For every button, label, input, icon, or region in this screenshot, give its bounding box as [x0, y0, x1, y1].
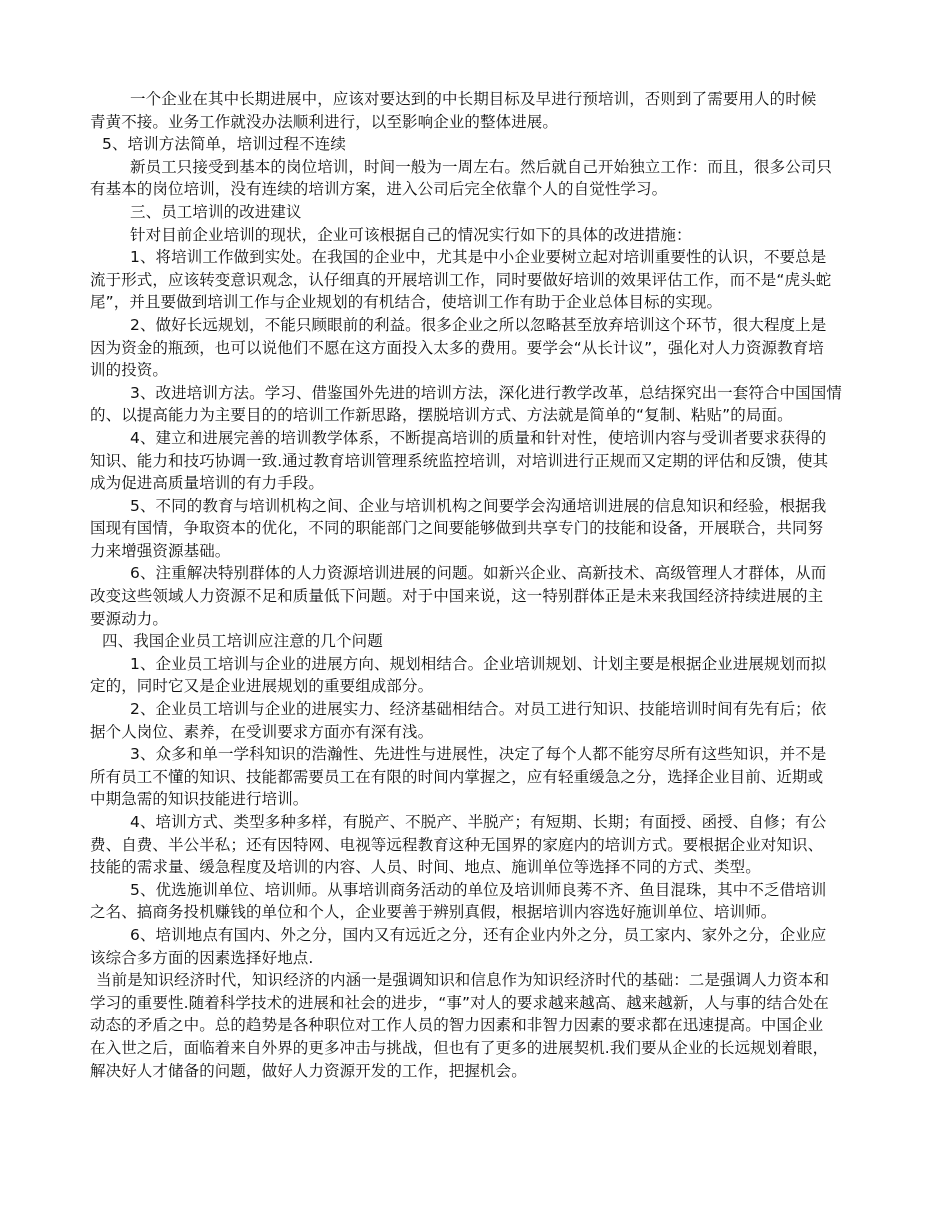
paragraph-line: 流于形式，应该转变意识观念，认仔细真的开展培训工作，同时要做好培训的效果评估工作，而不是“虎头蛇: [90, 270, 832, 289]
paragraph-line: 的、以提高能力为主要目的的培训工作新思路，摆脱培训方式、方法就是简单的“复制、粘贴”的局面。: [90, 406, 793, 425]
paragraph-line: 新员工只接受到基本的岗位培训，时间一般为一周左右。然后就自己开始独立工作：而且，很多公司只: [130, 157, 833, 176]
paragraph-line: 3、改进培训方法。学习、借鉴国外先进的培训方法，深化进行教学改革，总结探究出一套符合中国国情: [130, 383, 842, 402]
paragraph-line: 6、培训地点有国内、外之分，国内又有远近之分，还有企业内外之分，员工家内、家外之分，企业应: [130, 925, 827, 944]
section-heading: 四、我国企业员工培训应注意的几个问题: [102, 632, 383, 651]
paragraph-line: 1、企业员工培训与企业的进展方向、规划相结合。企业培训规划、计划主要是根据企业进展规划而拟: [130, 654, 827, 673]
paragraph-line: 青黄不接。业务工作就没办法顺利进行，以至影响企业的整体进展。: [90, 112, 559, 131]
section-heading: 5、培训方法简单，培训过程不连续: [102, 135, 346, 154]
paragraph-line: 解决好人才储备的问题，做好人力资源开发的工作，把握机会。: [90, 1061, 527, 1080]
paragraph-line: 改变这些领域人力资源不足和质量低下问题。对于中国来说，这一特别群体正是未来我国经济持续进展的主: [90, 587, 824, 606]
paragraph-line: 5、优选施训单位、培训师。从事培训商务活动的单位及培训师良莠不齐、鱼目混珠，其中不乏借培训: [130, 880, 827, 899]
paragraph-line: 6、注重解决特别群体的人力资源培训进展的问题。如新兴企业、高新技术、高级管理人才群体，从而: [130, 564, 827, 583]
paragraph-line: 4、培训方式、类型多种多样，有脱产、不脱产、半脱产；有短期、长期；有面授、函授、自修；有公: [130, 813, 827, 831]
paragraph-line: 一个企业在其中长期进展中，应该对要达到的中长期目标及早进行预培训，否则到了需要用人的时候: [130, 90, 817, 108]
paragraph-line: 动态的矛盾之中。总的趋势是各种职位对工作人员的智力因素和非智力因素的要求都在迅速提高。中国企业: [90, 1016, 824, 1035]
paragraph-line: 5、不同的教育与培训机构之间、企业与培训机构之间要学会沟通培训进展的信息知识和经验，根据我: [130, 496, 827, 515]
paragraph-line: 2、做好长远规划，不能只顾眼前的利益。很多企业之所以忽略甚至放弃培训这个环节，很大程度上是: [130, 315, 827, 334]
paragraph-line: 力来增强资源基础。: [90, 541, 231, 560]
paragraph-line: 定的，同时它又是企业进展规划的重要组成部分。: [90, 677, 434, 696]
paragraph-line: 该综合多方面的因素选择好地点.: [90, 948, 314, 967]
paragraph-line: 据个人岗位、素养，在受训要求方面亦有深有浅。: [90, 722, 434, 741]
paragraph-line: 学习的重要性.随着科学技术的进展和社会的进步，“事”对人的要求越来越高、越来越新，人与事的结合处在: [90, 993, 829, 1012]
section-heading: 三、员工培训的改进建议: [130, 202, 302, 221]
document-body: [90, 88, 860, 1082]
paragraph-line: 之名、搞商务投机赚钱的单位和个人，企业要善于辨别真假，根据培训内容选好施训单位、培训师。: [90, 903, 777, 922]
paragraph-line: 3、众多和单一学科知识的浩瀚性、先进性与进展性，决定了每个人都不能穷尽所有这些知识，并不是: [130, 745, 827, 764]
paragraph-line: 尾”，并且要做到培训工作与企业规划的有机结合，使培训工作有助于企业总体目标的实现。: [90, 293, 723, 312]
paragraph-line: 当前是知识经济时代，知识经济的内涵一是强调知识和信息作为知识经济时代的基础：二是强调人力资本和: [96, 971, 830, 990]
paragraph-line: 费、自费、半公半私；还有因特网、电视等远程教育这种无国界的家庭内的培训方式。要根据企业对知识、: [90, 835, 824, 854]
paragraph-line: 要源动力。: [90, 609, 169, 628]
paragraph-line: 中期急需的知识技能进行培训。: [90, 790, 309, 809]
paragraph-line: 4、建立和进展完善的培训教学体系，不断提高培训的质量和针对性，使培训内容与受训者要求获得的: [130, 428, 827, 447]
paragraph-line: 因为资金的瓶颈，也可以说他们不愿在这方面投入太多的费用。要学会“从长计议”，强化对人力资源教育培: [90, 338, 824, 357]
paragraph-line: 知识、能力和技巧协调一致.通过教育培训管理系统监控培训，对培训进行正规而又定期的评估和反馈，使其: [90, 451, 829, 470]
paragraph-line: 所有员工不懂的知识、技能都需要员工在有限的时间内掌握之，应有轻重缓急之分，选择企业目前、近期或: [90, 767, 824, 786]
paragraph-line: 训的投资。: [90, 361, 169, 380]
paragraph-line: 技能的需求量、缓急程度及培训的内容、人员、时间、地点、施训单位等选择不同的方式、类型。: [90, 858, 761, 877]
paragraph-line: 1、将培训工作做到实处。在我国的企业中，尤其是中小企业要树立起对培训重要性的认识，不要总是: [130, 248, 827, 267]
paragraph-line: 2、企业员工培训与企业的进展实力、经济基础相结合。对员工进行知识、技能培训时间有先有后；依: [130, 700, 827, 719]
paragraph-line: 针对目前企业培训的现状，企业可该根据自己的情况实行如下的具体的改进措施：: [130, 225, 692, 244]
paragraph-line: 在入世之后，面临着来自外界的更多冲击与挑战，但也有了更多的进展契机.我们要从企业的长远规划着眼，: [90, 1038, 829, 1057]
paragraph-line: 有基本的岗位培训，没有连续的培训方案，进入公司后完全依靠个人的自觉性学习。: [90, 180, 668, 199]
paragraph-line: 国现有国情，争取资本的优化，不同的职能部门之间要能够做到共享专门的技能和设备，开展联合，共同努: [90, 519, 824, 538]
paragraph-line: 成为促进高质量培训的有力手段。: [90, 474, 325, 493]
